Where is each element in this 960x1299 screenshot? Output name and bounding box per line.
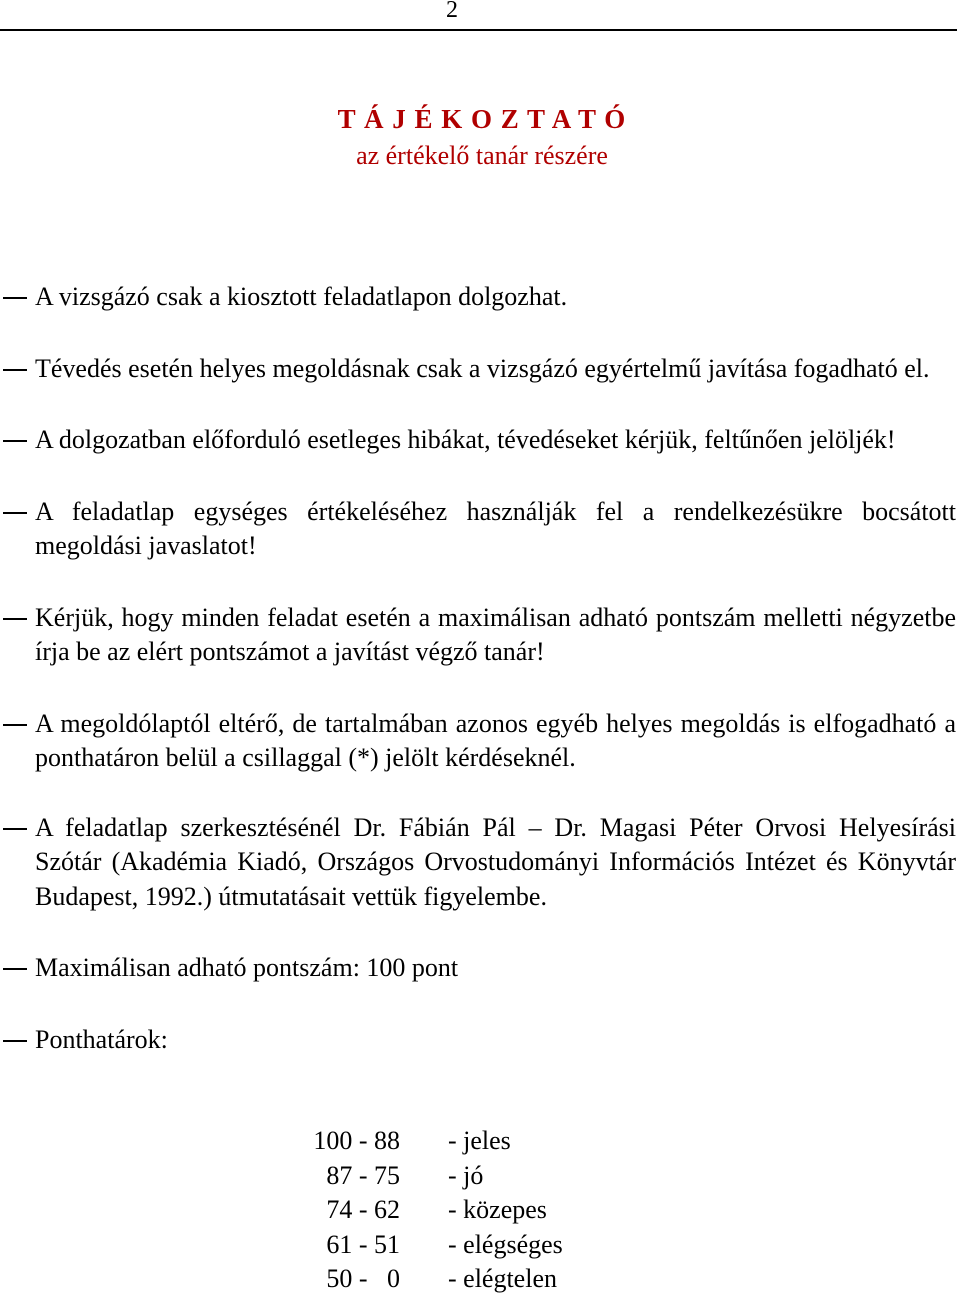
instruction-list: [0, 280, 960, 1094]
list-item: [0, 1023, 956, 1058]
grade-row: [0, 1262, 960, 1297]
grade-row: [0, 1159, 960, 1194]
grade-label: - jó: [448, 1160, 484, 1190]
grade-range: 50 - 0: [326, 1264, 400, 1293]
grade-range: 74 - 62: [326, 1195, 400, 1224]
dash-bullet-icon: [3, 369, 27, 371]
dash-bullet-icon: [3, 724, 27, 726]
list-item-text: Ponthatárok:: [35, 1024, 168, 1054]
dash-bullet-icon: [3, 1040, 27, 1042]
dash-bullet-icon: [3, 297, 27, 299]
page-number: 2: [446, 0, 458, 23]
list-item: [0, 352, 956, 387]
list-item: [0, 811, 956, 915]
grade-range: 100 - 88: [313, 1126, 400, 1155]
dash-bullet-icon: [3, 440, 27, 442]
list-item-text: A feladatlap egységes értékeléséhez használják fel a rendelkezésükre bocsátott megoldási javaslatot!: [35, 496, 956, 560]
list-item-text: A feladatlap szerkesztésénél Dr. Fábián Pál – Dr. Magasi Péter Orvosi Helyesírási Szótár (Akadémia Kiadó, Országos Orvostudományi Információs Intézet és Könyvtár Budapest, 1992.) útmutatásait vettük figyelembe.: [35, 812, 956, 911]
dash-bullet-icon: [3, 828, 27, 830]
grade-row: [0, 1228, 960, 1263]
dash-bullet-icon: [3, 512, 27, 514]
grade-label: - elégtelen: [448, 1264, 557, 1293]
page-title: T Á J É K O Z T A T Ó: [337, 104, 627, 134]
grade-range: 87 - 75: [326, 1160, 400, 1190]
grade-row: [0, 1193, 960, 1228]
list-item-text: Tévedés esetén helyes megoldásnak csak a vizsgázó egyértelmű javítása fogadható el.: [35, 353, 930, 383]
grade-row: [0, 1124, 960, 1159]
list-item: [0, 601, 956, 670]
list-item-text: Kérjük, hogy minden feladat esetén a maximálisan adható pontszám melletti négyzetbe írja be az elért pontszámot a javítást végző tanár!: [35, 602, 956, 666]
header-rule: [0, 29, 957, 31]
dash-bullet-icon: [3, 968, 27, 970]
list-item: [0, 495, 956, 564]
grade-range: 61 - 51: [326, 1229, 400, 1259]
list-item: [0, 280, 956, 315]
list-item: [0, 707, 956, 776]
list-item-text: A dolgozatban előforduló esetleges hibákat, tévedéseket kérjük, feltűnően jelöljék!: [35, 425, 896, 454]
grade-label: - elégséges: [448, 1229, 563, 1259]
list-item-text: Maximálisan adható pontszám: 100 pont: [35, 953, 459, 982]
page-subtitle: az értékelő tanár részére: [356, 141, 608, 170]
grade-label: - közepes: [448, 1195, 547, 1224]
list-item-text: A vizsgázó csak a kiosztott feladatlapon dolgozhat.: [35, 282, 568, 311]
dash-bullet-icon: [3, 618, 27, 620]
list-item-text: A megoldólaptól eltérő, de tartalmában azonos egyéb helyes megoldás is elfogadható a ponthatáron belül a csillaggal (*) jelölt kérdéseknél.: [35, 708, 956, 772]
list-item: [0, 951, 956, 986]
grade-label: - jeles: [448, 1126, 511, 1155]
list-item: [0, 423, 956, 458]
grade-table: [0, 1124, 960, 1297]
